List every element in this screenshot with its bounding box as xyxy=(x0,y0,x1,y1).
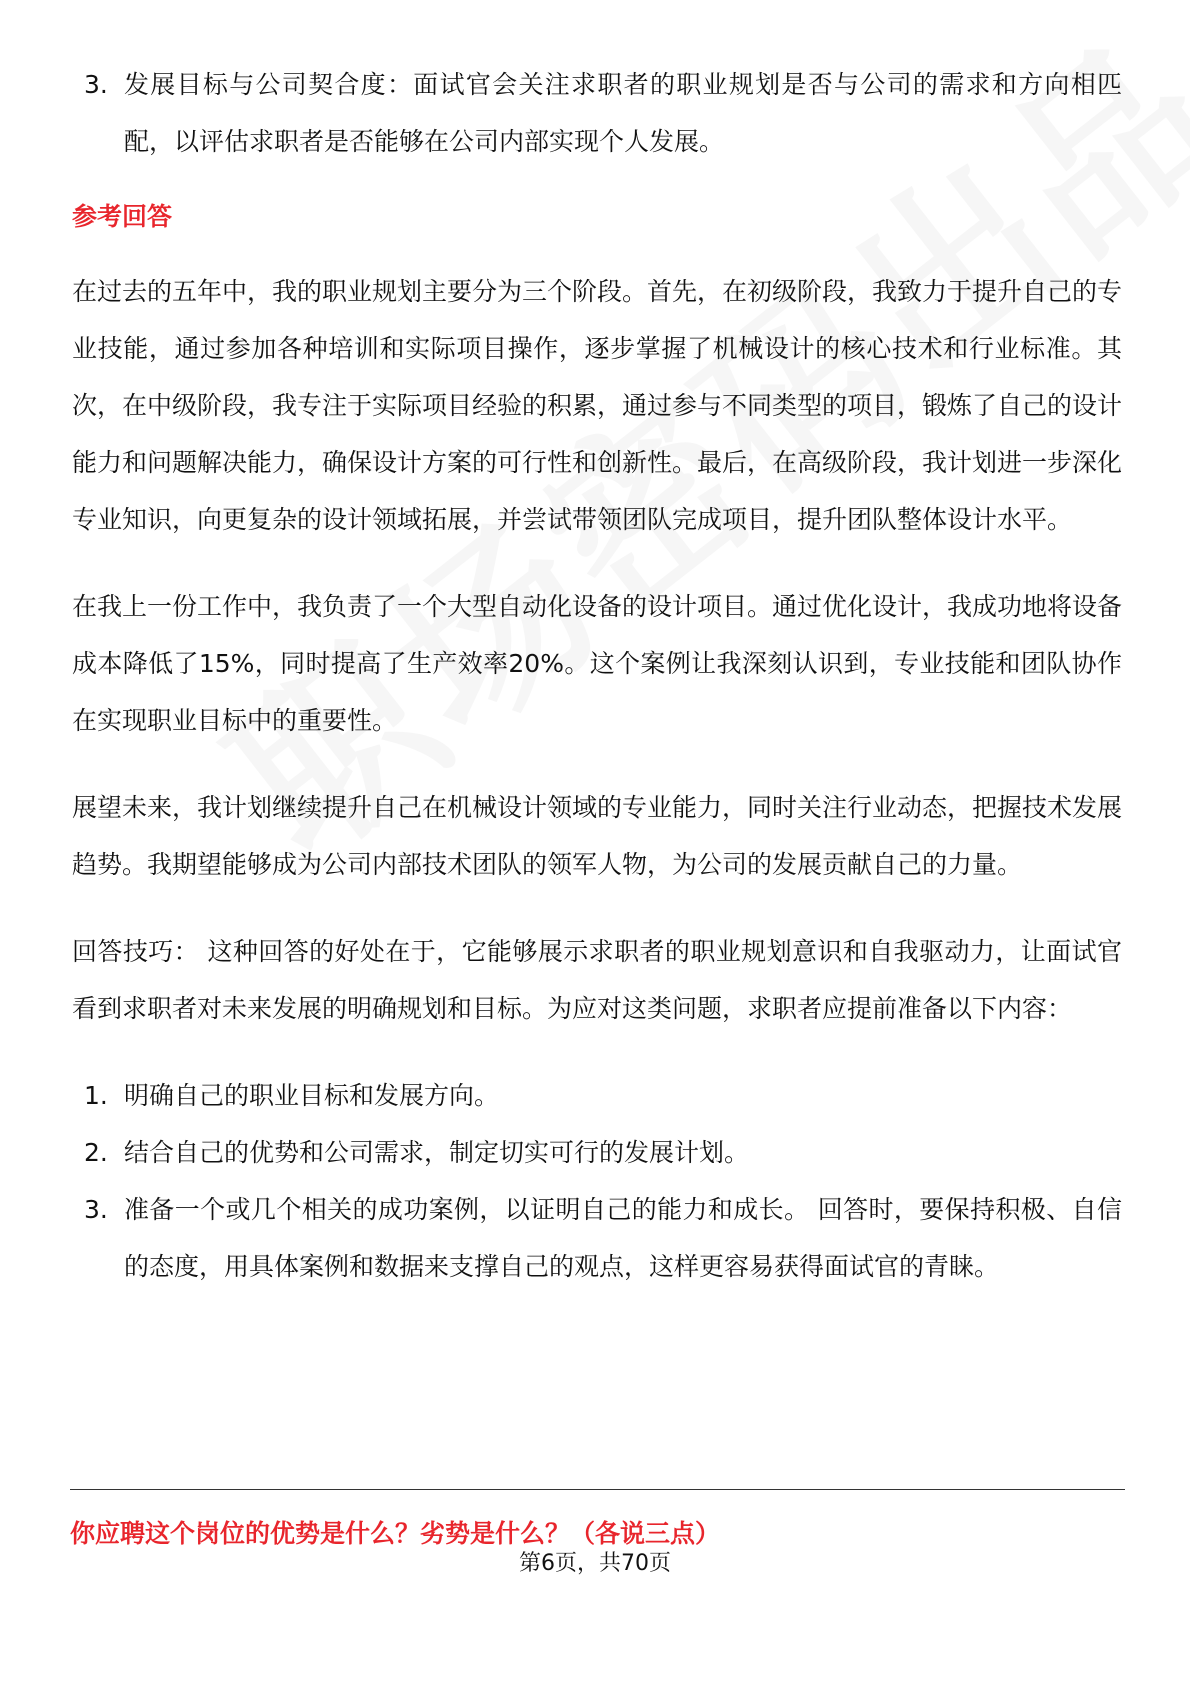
list-item xyxy=(72,1067,1122,1124)
list-item-text: 发展目标与公司契合度：面试官会关注求职者的职业规划是否与公司的需求和方向相匹配，以评估求职者是否能够在公司内部实现个人发展。 xyxy=(124,70,1122,156)
page-indicator: 第6页，共70页 xyxy=(519,1551,671,1576)
answer-paragraph: 在过去的五年中，我的职业规划主要分为三个阶段。首先，在初级阶段，我致力于提升自己的专业技能，通过参加各种培训和实际项目操作，逐步掌握了机械设计的核心技术和行业标准。其次，在中级阶段，我专注于实际项目经验的积累，通过参与不同类型的项目，锻炼了自己的设计能力和问题解决能力，确保设计方案的可行性和创新性。最后，在高级阶段，我计划进一步深化专业知识，向更复杂的设计领域拓展，并尝试带领团队完成项目，提升团队整体设计水平。 xyxy=(72,277,1123,534)
list-item xyxy=(72,1124,1122,1181)
list-item-text: 结合自己的优势和公司需求，制定切实可行的发展计划。 xyxy=(124,1138,750,1167)
answer-paragraph: 展望未来，我计划继续提升自己在机械设计领域的专业能力，同时关注行业动态，把握技术发展趋势。我期望能够成为公司内部技术团队的领军人物，为公司的发展贡献自己的力量。 xyxy=(72,793,1123,879)
list-item xyxy=(72,56,1122,170)
document-body xyxy=(72,56,1122,1295)
page-divider xyxy=(70,1489,1125,1490)
list-item-number: 2. xyxy=(84,1138,108,1167)
list-item-text: 明确自己的职业目标和发展方向。 xyxy=(124,1081,500,1110)
list-item-number: 3. xyxy=(84,1195,108,1224)
tips-paragraph: 回答技巧： 这种回答的好处在于，它能够展示求职者的职业规划意识和自我驱动力，让面试官看到求职者对未来发展的明确规划和目标。为应对这类问题，求职者应提前准备以下内容： xyxy=(72,937,1122,1023)
list-item-text: 准备一个或几个相关的成功案例，以证明自己的能力和成长。 回答时，要保持积极、自信的态度，用具体案例和数据来支撑自己的观点，这样更容易获得面试官的青睐。 xyxy=(124,1195,1122,1281)
list-item-number: 1. xyxy=(84,1081,108,1110)
tips-list xyxy=(72,1067,1122,1295)
reference-answer-heading: 参考回答 xyxy=(72,202,173,231)
next-question-heading: 你应聘这个岗位的优势是什么？劣势是什么？（各说三点） xyxy=(70,1519,721,1548)
answer-paragraph: 在我上一份工作中，我负责了一个大型自动化设备的设计项目。通过优化设计，我成功地将设备成本降低了15%，同时提高了生产效率20%。这个案例让我深刻认识到，专业技能和团队协作在实现职业目标中的重要性。 xyxy=(72,592,1123,735)
list-item-number: 3. xyxy=(84,70,108,99)
criteria-list xyxy=(72,56,1122,170)
list-item xyxy=(72,1181,1122,1295)
